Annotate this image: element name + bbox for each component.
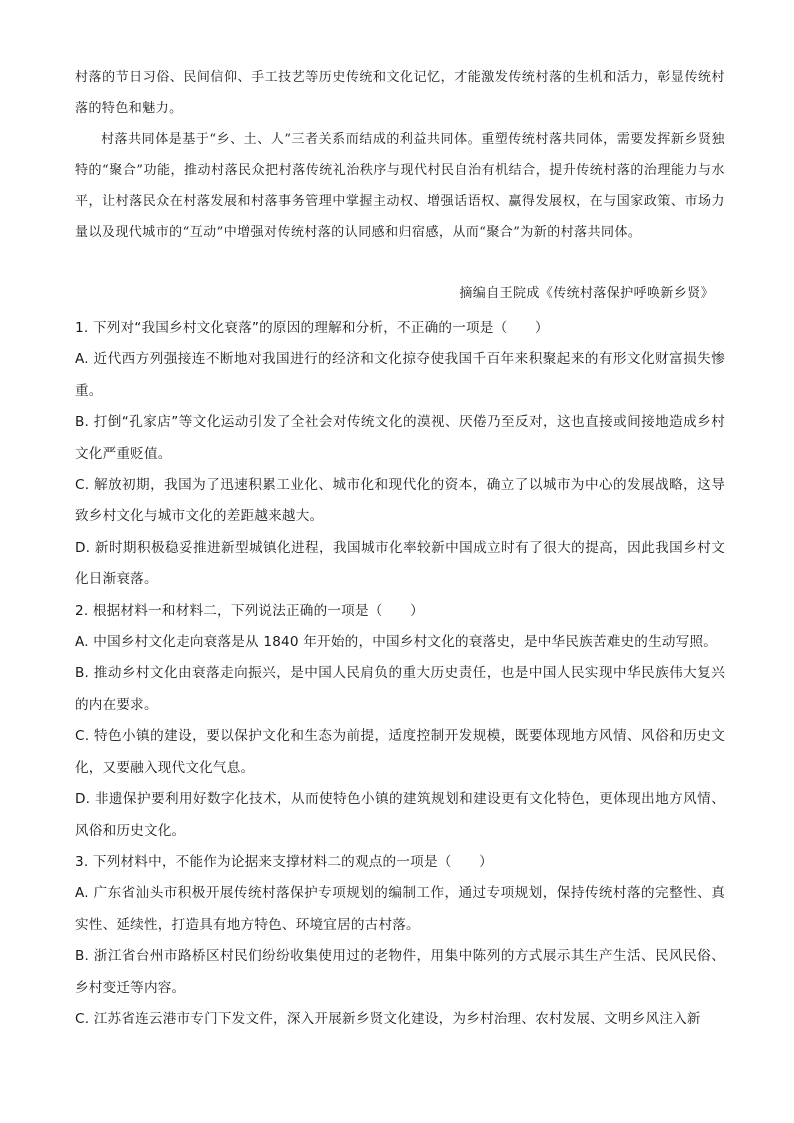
material-paragraph-continued: 村落的节日习俗、民间信仰、手工技艺等历史传统和文化记忆，才能激发传统村落的生机和活力，彰显传统村落的特色和魅力。 bbox=[75, 70, 725, 116]
option-text: B. 浙江省台州市路桥区村民们纷纷收集使用过的老物件，用集中陈列的方式展示其生产生活、民风民俗、乡村变迁等内容。 bbox=[75, 948, 725, 996]
source-citation: 摘编自王院成《传统村落保护呼唤新乡贤》 bbox=[459, 286, 714, 301]
option-text: A. 广东省汕头市积极开展传统村落保护专项规划的编制工作，通过专项规划，保持传统村落的完整性、真实性、延续性，打造具有地方特色、环境宜居的古村落。 bbox=[75, 885, 725, 933]
material-paragraph: 村落共同体是基于“乡、土、人”三者关系而结成的利益共同体。重塑传统村落共同体，需要发挥新乡贤独特的“聚合”功能，推动村落民众把村落传统礼治秩序与现代村民自治有机结合，提升传统村落的治理能力与水平，让村落民众在村落发展和村落事务管理中掌握主动权、增强话语权、赢得发展权，在与国家政策、市场力量以及现代城市的“互动”中增强对传统村落的认同感和归宿感，从而“聚合”为新的村落共同体。 bbox=[75, 132, 725, 240]
option-text: C. 解放初期，我国为了迅速积累工业化、城市化和现代化的资本，确立了以城市为中心的发展战略，这导致乡村文化与城市文化的差距越来越大。 bbox=[75, 477, 725, 525]
option-text: C. 特色小镇的建设，要以保护文化和生态为前提，适度控制开发规模，既要体现地方风情、风俗和历史文化，又要融入现代文化气息。 bbox=[75, 728, 725, 776]
option-text: C. 江苏省连云港市专门下发文件，深入开展新乡贤文化建设，为乡村治理、农村发展、文明乡风注入新 bbox=[75, 1010, 701, 1027]
question-list bbox=[75, 313, 725, 1035]
question-stem: 2. 根据材料一和材料二，下列说法正确的一项是（ ） bbox=[75, 602, 424, 619]
option-text: A. 中国乡村文化走向衰落是从 1840 年开始的，中国乡村文化的衰落史，是中华民族苦难史的生动写照。 bbox=[75, 634, 718, 651]
option-text: D. 非遗保护要利用好数字化技术，从而使特色小镇的建筑规划和建设更有文化特色，更体现出地方风情、风俗和历史文化。 bbox=[75, 791, 725, 839]
question-stem: 1. 下列对“我国乡村文化衰落”的原因的理解和分析，不正确的一项是（ ） bbox=[75, 320, 549, 336]
option-text: B. 打倒“孔家店”等文化运动引发了全社会对传统文化的漠视、厌倦乃至反对，这也直接或间接地造成乡村文化严重贬值。 bbox=[75, 414, 725, 462]
question-stem: 3. 下列材料中，不能作为论据来支撑材料二的观点的一项是（ ） bbox=[75, 853, 493, 870]
option-text: D. 新时期积极稳妥推进新型城镇化进程，我国城市化率较新中国成立时有了很大的提高，因此我国乡村文化日渐衰落。 bbox=[75, 539, 725, 588]
option-text: A. 近代西方列强接连不断地对我国进行的经济和文化掠夺使我国千百年来积聚起来的有形文化财富损失惨重。 bbox=[75, 351, 725, 399]
option-text: B. 推动乡村文化由衰落走向振兴，是中国人民肩负的重大历史责任，也是中国人民实现中华民族伟大复兴的内在要求。 bbox=[75, 665, 725, 713]
reading-material bbox=[75, 62, 725, 248]
